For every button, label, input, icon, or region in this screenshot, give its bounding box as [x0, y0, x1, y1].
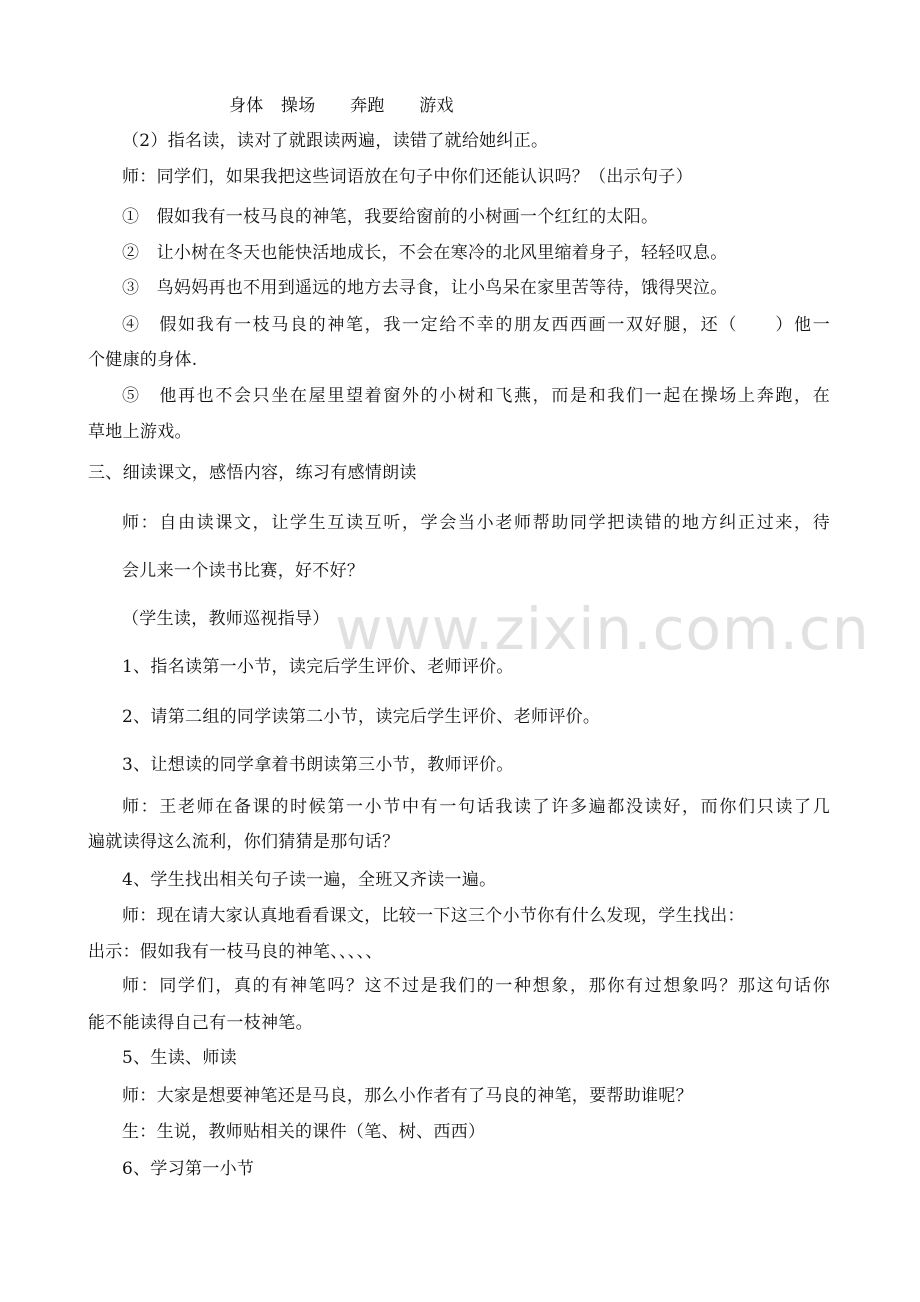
section-3-heading: 三、细读课文，感悟内容，练习有感情朗读 — [88, 463, 417, 483]
teacher-help-question: 师：大家是想要神笔还是马良，那么小作者有了马良的神笔，要帮助谁呢？ — [122, 1086, 693, 1106]
watermark: www.zixin.com.cn — [335, 595, 870, 663]
teacher-wang-line-2: 遍就读得这么流利，你们猜猜是那句话？ — [88, 832, 400, 852]
show-sentence: 出示：假如我有一枝马良的神笔、、、、、 — [88, 942, 383, 962]
step-item-5: 5、生读、师读 — [122, 1048, 237, 1068]
teacher-wang-line-1: 师：王老师在备课的时候第一小节中有一句话我读了许多遍都没读好，而你们只读了几 — [122, 797, 830, 817]
sentence-2: ② 让小树在冬天也能快活地成长，不会在寒冷的北风里缩着身子，轻轻叹息。 — [122, 243, 728, 263]
reading-note: （学生读，教师巡视指导） — [122, 609, 330, 629]
sentence-5-line-1: ⑤ 他再也不会只坐在屋里望着窗外的小树和飞燕，而是和我们一起在操场上奔跑，在 — [122, 386, 830, 406]
sentence-4-line-1: ④ 假如我有一枝马良的神笔，我一定给不幸的朋友西西画一双好腿，还（ ）他一 — [122, 315, 830, 335]
step-item-3: 3、让想读的同学拿着书朗读第三小节，教师评价。 — [122, 755, 514, 775]
step-item-1: 1、指名读第一小节，读完后学生评价、老师评价。 — [122, 657, 514, 677]
step-item-6: 6、学习第一小节 — [122, 1159, 255, 1179]
sentence-1: ① 假如我有一枝马良的神笔，我要给窗前的小树画一个红红的太阳。 — [122, 207, 659, 227]
step-item-4: 4、学生找出相关句子读一遍，全班又齐读一遍。 — [122, 870, 497, 890]
teacher-compare: 师：现在请大家认真地看看课文，比较一下这三个小节你有什么发现，学生找出： — [122, 906, 745, 926]
step-item-2: 2、请第二组的同学读第二小节，读完后学生评价、老师评价。 — [122, 707, 601, 727]
student-response: 生：生说，教师贴相关的课件（笔、树、西西） — [122, 1122, 486, 1142]
sentence-3: ③ 鸟妈妈再也不用到遥远的地方去寻食，让小鸟呆在家里苦等待，饿得哭泣。 — [122, 278, 728, 298]
teacher-free-reading-line-2: 会儿来一个读书比赛，好不好？ — [122, 561, 365, 581]
teacher-free-reading-line-1: 师：自由读课文，让学生互读互听，学会当小老师帮助同学把读错的地方纠正过来，待 — [122, 513, 830, 533]
vocabulary-words: 身体 操场 奔跑 游戏 — [229, 96, 454, 116]
sentence-5-line-2: 草地上游戏。 — [88, 422, 192, 442]
step-2-text: （2）指名读，读对了就跟读两遍，读错了就给她纠正。 — [122, 131, 549, 151]
sentence-4-line-2: 个健康的身体. — [88, 350, 198, 370]
teacher-imagination-line-2: 能不能读得自己有一枝神笔。 — [88, 1013, 313, 1033]
teacher-question-1: 师：同学们，如果我把这些词语放在句子中你们还能认识吗？（出示句子） — [122, 167, 693, 187]
teacher-imagination-line-1: 师：同学们，真的有神笔吗？这不过是我们的一种想象，那你有过想象吗？那这句话你 — [122, 976, 830, 996]
